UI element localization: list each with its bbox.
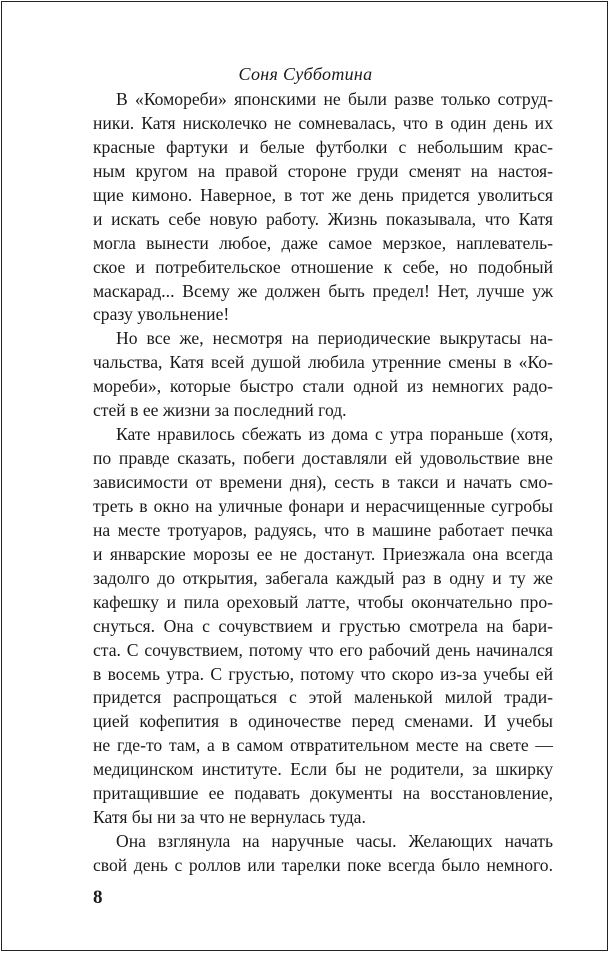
- text-line: по правде сказать, побеги доставляли ей удовольствие вне: [93, 448, 553, 469]
- text-line: Она взглянула на наручные часы. Желающих начать: [116, 831, 553, 852]
- text-line: стей в ее жизни за последний год.: [93, 400, 347, 421]
- text-line: цией кофепития в одиночестве перед сменами. И учебы: [93, 711, 553, 732]
- text-line: медицинском институте. Если бы не родители, за шкирку: [93, 759, 553, 780]
- text-line: сразу увольнение!: [93, 304, 230, 325]
- text-line: ники. Катя нисколечко не сомневалась, что в один день их: [93, 112, 553, 133]
- text-line: в восемь утра. С грустью, потому что скоро из-за учебы ей: [93, 663, 553, 684]
- paragraph: [93, 830, 553, 878]
- text-line: маскарад... Всему же должен быть предел! Нет, лучше уж: [93, 280, 553, 301]
- text-line: и январские морозы ее не достанут. Приезжала она всегда: [93, 543, 553, 564]
- text-line: ным кругом на правой стороне груди сменят на настоя-: [93, 160, 553, 181]
- text-line: не где-то там, а в самом отвратительном месте на свете —: [93, 735, 553, 756]
- text-line: Кате нравилось сбежать из дома с утра пораньше (хотя,: [116, 424, 553, 445]
- text-line: кафешку и пила ореховый латте, чтобы окончательно про-: [93, 591, 553, 612]
- text-line: могла вынести любое, даже самое мерзкое, наплеватель-: [93, 232, 553, 253]
- text-line: ста. С сочувствием, потому что его рабочий день начинался: [93, 639, 553, 660]
- text-line: свой день с роллов или тарелки поке всегда было немного.: [93, 855, 553, 875]
- paragraph: [93, 88, 553, 327]
- text-line: задолго до открытия, забегала каждый раз в одну и ту же: [93, 567, 553, 588]
- text-line: мореби», которые быстро стали одной из немногих радо-: [93, 376, 553, 397]
- body-text: [93, 88, 553, 878]
- page-number: 8: [93, 887, 103, 908]
- text-line: Но все же, несмотря на периодические выкрутасы на-: [116, 328, 553, 349]
- text-line: притащившие ее подавать документы на восстановление,: [93, 783, 553, 804]
- text-line: зависимости от времени дня), сесть в такси и начать смо-: [93, 472, 553, 492]
- text-line: щие кимоно. Наверное, в тот же день придется уволиться: [93, 184, 553, 205]
- text-line: снуться. Она с сочувствием и грустью смотрела на бари-: [93, 615, 553, 636]
- text-line: на месте тротуаров, радуясь, что в машине работает печка: [93, 519, 553, 540]
- text-line: ское и потребительское отношение к себе, но подобный: [93, 256, 553, 277]
- text-line: В «Комореби» японскими не были разве только сотруд-: [116, 89, 553, 109]
- text-line: придется распрощаться с этой маленькой милой тради-: [93, 687, 553, 708]
- text-line: треть в окно на уличные фонари и нерасчищенные сугробы: [93, 495, 553, 516]
- paragraph: [93, 327, 553, 423]
- paragraph: [93, 423, 553, 830]
- text-line: красные фартуки и белые футболки с небольшим крас-: [93, 136, 553, 157]
- text-line: и искать себе новую работу. Жизнь показывала, что Катя: [93, 208, 553, 229]
- running-header: Соня Субботина: [238, 64, 373, 84]
- text-line: чальства, Катя всей душой любила утренние смены в «Ко-: [93, 352, 553, 373]
- text-line: Катя бы ни за что не вернулась туда.: [93, 807, 366, 828]
